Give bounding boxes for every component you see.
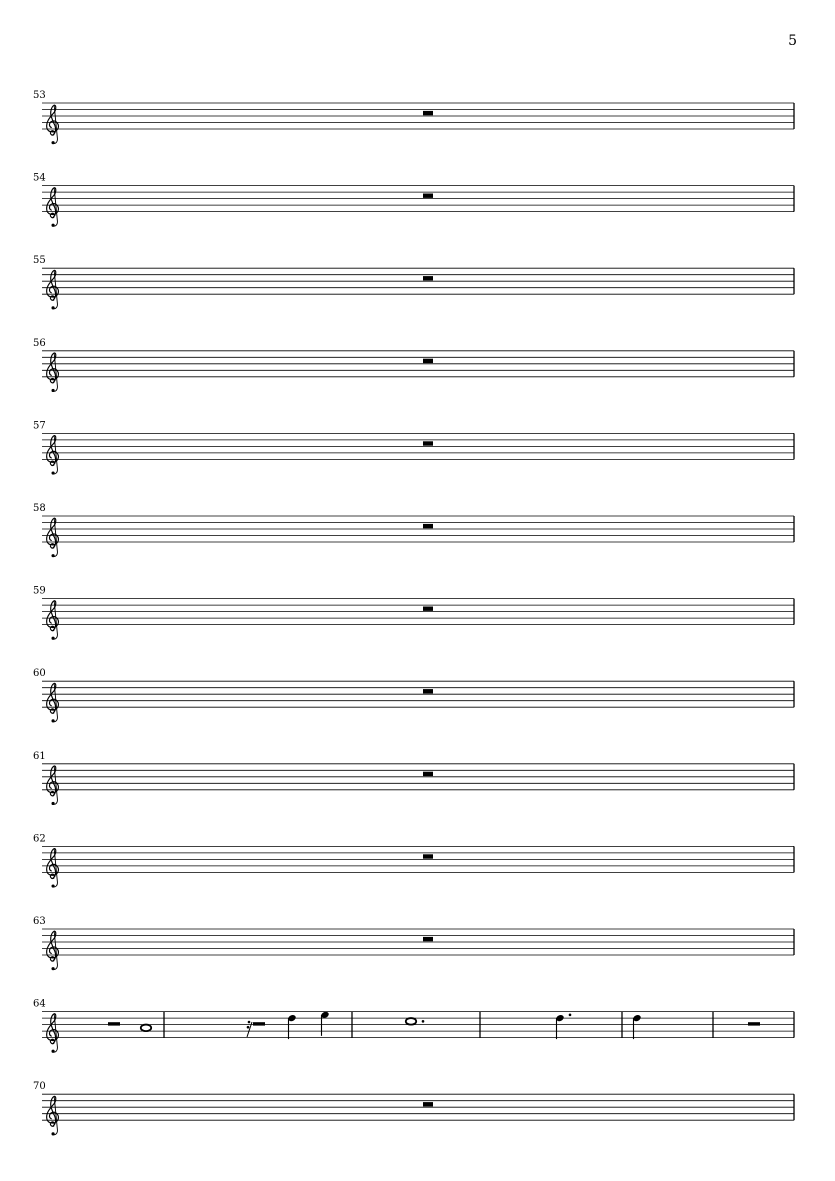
- measure-number: 54: [33, 172, 46, 184]
- staff-system: [33, 173, 794, 227]
- whole-rest: [423, 194, 433, 198]
- treble-clef-icon: [47, 105, 59, 144]
- half-rest: [748, 1022, 760, 1025]
- treble-clef-icon: [47, 931, 59, 970]
- measure-number: 56: [33, 337, 46, 349]
- measure-number: 70: [33, 1081, 46, 1093]
- sixteenth-rest-flag: [248, 1021, 251, 1024]
- measure-number: 55: [33, 255, 46, 267]
- measure-number: 62: [33, 833, 46, 845]
- staff-system: [33, 668, 794, 722]
- augmentation-dot: [569, 1014, 572, 1017]
- measure-number: 61: [33, 750, 46, 762]
- dotted-whole-note: [406, 1018, 416, 1025]
- treble-clef-icon: [47, 1096, 59, 1135]
- sixteenth-rest-flag: [247, 1026, 250, 1029]
- staff-system: [33, 586, 794, 640]
- staff-system: [33, 1081, 794, 1135]
- treble-clef-icon: [47, 1014, 59, 1053]
- half-rest: [253, 1022, 265, 1025]
- whole-rest: [423, 359, 433, 363]
- staff-system: [33, 255, 794, 309]
- augmentation-dot: [422, 1020, 425, 1023]
- staff-system: [33, 751, 794, 805]
- treble-clef-icon: [47, 188, 59, 227]
- treble-clef-icon: [47, 766, 59, 805]
- whole-rest: [423, 689, 433, 693]
- staff-system: [33, 338, 794, 392]
- whole-rest: [423, 111, 433, 115]
- treble-clef-icon: [47, 270, 59, 309]
- treble-clef-icon: [47, 353, 59, 392]
- whole-rest: [423, 441, 433, 445]
- whole-rest: [423, 772, 433, 776]
- measure-number: 64: [33, 998, 46, 1010]
- treble-clef-icon: [47, 601, 59, 640]
- whole-rest: [423, 854, 433, 858]
- treble-clef-icon: [47, 683, 59, 722]
- staff-system: [33, 503, 794, 557]
- half-rest: [108, 1022, 120, 1025]
- whole-rest: [423, 276, 433, 280]
- whole-note: [141, 1025, 151, 1032]
- treble-clef-icon: [47, 436, 59, 475]
- staff-system: [33, 916, 794, 970]
- whole-rest: [423, 524, 433, 528]
- treble-clef-icon: [47, 849, 59, 888]
- measure-number: 60: [33, 668, 46, 680]
- measure-number: 63: [33, 916, 46, 927]
- measure-number: 53: [33, 90, 46, 101]
- measure-number: 57: [33, 420, 46, 432]
- staff-system: [33, 90, 794, 144]
- staff-system: [33, 999, 794, 1053]
- treble-clef-icon: [47, 518, 59, 557]
- staff-system: [33, 420, 794, 474]
- whole-rest: [423, 937, 433, 941]
- staff-system: [33, 833, 794, 887]
- whole-rest: [423, 607, 433, 611]
- measure-number: 59: [33, 585, 46, 597]
- measure-number: 58: [33, 503, 46, 514]
- page-number: 5: [788, 33, 797, 49]
- whole-rest: [423, 1102, 433, 1106]
